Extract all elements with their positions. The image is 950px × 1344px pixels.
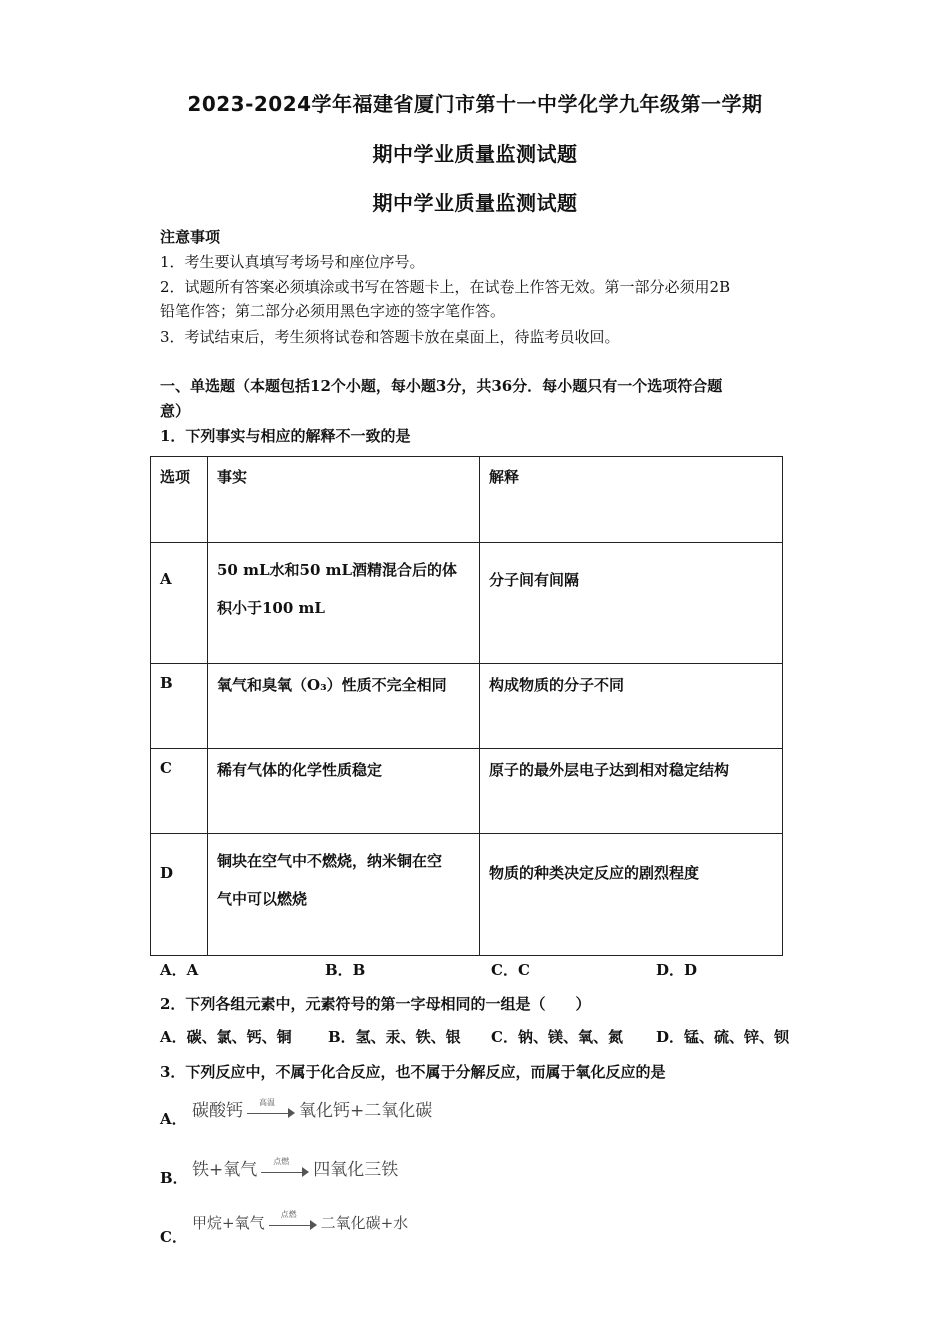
row-fact (208, 834, 480, 956)
question-1-options (160, 959, 800, 981)
row-explanation: 原子的最外层电子达到相对稳定结构 (480, 749, 783, 834)
equation-reactants: 碳酸钙 (192, 1101, 243, 1121)
row-fact-line: 铜块在空气中不燃烧，纳米铜在空 (217, 852, 443, 870)
equation-products: 氧化钙+二氧化碳 (299, 1101, 433, 1121)
option-d[interactable]: D．锰、硫、锌、钡 (656, 1028, 790, 1046)
section-heading-line1: 一、单选题（本题包括12个小题，每小题3分，共36分．每小题只有一个选项符合题 (160, 377, 723, 395)
row-explanation: 物质的种类决定反应的剧烈程度 (480, 834, 783, 956)
option-a[interactable]: A．碳、氯、钙、铜 (160, 1028, 292, 1046)
option-a[interactable]: A．A (160, 961, 199, 979)
table-header-fact: 事实 (208, 457, 480, 543)
row-fact-line: 积小于100 mL (217, 599, 325, 617)
reaction-arrow-icon (269, 1210, 317, 1231)
option-a-equation[interactable] (192, 1096, 432, 1121)
reaction-arrow-icon (261, 1156, 309, 1178)
page-subtitle-repeat: 期中学业质量监测试题 (372, 191, 578, 215)
row-option: C (151, 749, 208, 834)
notice-item-2-line2: 铅笔作答；第二部分必须用黑色字迹的签字笔作答。 (160, 302, 506, 320)
reaction-arrow-icon (247, 1097, 295, 1119)
option-b-equation[interactable] (192, 1155, 398, 1180)
option-c-label[interactable]: C． (160, 1228, 187, 1246)
notice-item-2-line1: 2．试题所有答案必须填涂或书写在答题卡上，在试卷上作答无效。第一部分必须用2B (160, 278, 731, 296)
option-c-equation[interactable] (192, 1212, 408, 1233)
table-row (151, 834, 783, 956)
question-2-stem: 2．下列各组元素中，元素符号的第一字母相同的一组是（ ） (160, 995, 591, 1013)
table-row (151, 543, 783, 664)
reaction-condition: 高温 (259, 1097, 275, 1107)
notice-item-3: 3．考试结束后，考生须将试卷和答题卡放在桌面上，待监考员收回。 (160, 328, 620, 346)
option-b[interactable]: B．氢、汞、铁、银 (328, 1028, 461, 1046)
table-header-row (151, 457, 783, 543)
option-c[interactable]: C．钠、镁、氧、氮 (491, 1028, 623, 1046)
question-3-stem: 3．下列反应中，不属于化合反应，也不属于分解反应，而属于氧化反应的是 (160, 1063, 666, 1081)
row-fact (208, 543, 480, 664)
equation-reactants: 铁+氧气 (192, 1160, 258, 1180)
option-b[interactable]: B．B (325, 961, 366, 979)
row-explanation: 分子间有间隔 (480, 543, 783, 664)
table-header-option: 选项 (151, 457, 208, 543)
equation-products: 四氧化三铁 (313, 1160, 399, 1180)
table-header-explanation: 解释 (480, 457, 783, 543)
page-title: 2023-2024学年福建省厦门市第十一中学化学九年级第一学期 (187, 92, 763, 116)
row-fact-line: 稀有气体的化学性质稳定 (217, 761, 383, 779)
row-option: D (151, 834, 208, 956)
reaction-condition: 点燃 (280, 1210, 297, 1219)
question-1-stem: 1．下列事实与相应的解释不一致的是 (160, 427, 411, 445)
row-fact-line: 50 mL水和50 mL酒精混合后的体 (217, 561, 458, 579)
option-c[interactable]: C．C (491, 961, 530, 979)
row-fact (208, 664, 480, 749)
section-heading-line2: 意） (160, 402, 191, 420)
row-fact-line: 氧气和臭氧（O₃）性质不完全相同 (217, 676, 447, 694)
equation-reactants: 甲烷+氧气 (192, 1214, 265, 1232)
row-fact (208, 749, 480, 834)
reaction-condition: 点燃 (273, 1156, 290, 1166)
row-explanation: 构成物质的分子不同 (480, 664, 783, 749)
row-fact-line: 气中可以燃烧 (217, 890, 308, 908)
notice-heading: 注意事项 (160, 228, 221, 246)
table-row (151, 749, 783, 834)
row-option: A (151, 543, 208, 664)
notice-item-1: 1．考生要认真填写考场号和座位序号。 (160, 253, 425, 271)
table-row (151, 664, 783, 749)
page-subtitle: 期中学业质量监测试题 (372, 142, 578, 166)
option-d[interactable]: D．D (656, 961, 698, 979)
question-2-options (160, 1026, 800, 1048)
option-b-label[interactable]: B． (160, 1169, 188, 1187)
option-a-label[interactable]: A． (160, 1110, 187, 1128)
row-option: B (151, 664, 208, 749)
equation-products: 二氧化碳+水 (320, 1214, 409, 1232)
question-1-table (150, 456, 783, 956)
